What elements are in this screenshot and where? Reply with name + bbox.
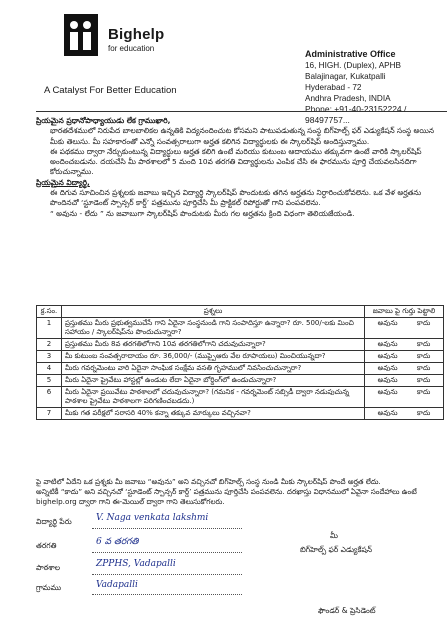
no-option[interactable]: కాదు [416, 376, 431, 384]
col-question-header: ప్రశ్నలు [62, 306, 365, 318]
signoff-yours: మీ [330, 531, 338, 540]
office-address [305, 49, 447, 126]
address-line-3: Hyderabad - 72 [305, 83, 362, 92]
row-question: ప్రస్తుతము మీరు ప్రభుత్వముచేసే గాని ఏదైనా సంస్థనుండి గాని సంపాదిస్తూ ఉన్నారా? రూ. 500/-లకు మించి సహాయం / స్కాలర్‌షిప్‌ను పొందుచున్నారా? [62, 318, 365, 339]
name-line [92, 528, 242, 529]
school-line [92, 574, 242, 575]
row-number: 7 [37, 408, 62, 420]
no-option[interactable]: కాదు [416, 319, 431, 327]
paragraph-2: ఈ పథకము ద్వారా నేర్చుకుంటున్న విద్యార్థులు అర్హత కలిగి ఉంటే మరియు కుటుంబ ఆదాయము తక్కువగా ఉంటే వారికి స్కాలర్‌షిప్ అందించబడును. దయచేసి మీ పాఠశాలలో 5 మంది 10వ తరగతి విద్యార్థులను ఎంపిక చేసి ఈ ఫారమును పూర్తి చేయవలసినదిగా కోరుచున్నాము. [50, 146, 422, 177]
village-label: గ్రామము [36, 583, 62, 592]
yes-option[interactable]: అవును [377, 376, 398, 384]
class-line [92, 552, 242, 553]
logo-icon [64, 14, 98, 56]
row-number: 1 [37, 318, 62, 339]
no-option[interactable]: కాదు [416, 340, 431, 348]
table-row [37, 318, 444, 339]
no-option[interactable]: కాదు [416, 352, 431, 360]
note-2: అన్నిటికీ “కాదు” అని వచ్చినచో ‘స్టూడెంట్ స్పాన్సర్ కార్డ్’ పత్రమును పూర్తిచేసి పంపవలెను. దరఖాస్తు విధానములో ఏవైనా సందేహాలు ఉంటే bighelp.org ద్వారా గాని ఈ-మెయిల్ ద్వారా గాని తెలుసుకోగలరు. [36, 487, 417, 506]
class-label: తరగతి [36, 541, 57, 550]
school-label: పాఠశాల [36, 563, 61, 572]
row-number: 4 [37, 363, 62, 375]
signoff-title: ఫౌండర్ & ప్రెసిడెంట్ [318, 606, 376, 615]
table-row [37, 408, 444, 420]
table-header-row [37, 306, 444, 318]
table-row [37, 339, 444, 351]
table-row [37, 363, 444, 375]
bighelp-logo [64, 12, 214, 62]
address-line-4: Andhra Pradesh, INDIA [305, 94, 391, 103]
row-question: మీరు ఏదైనా ప్రైవేటు హాస్టల్లో ఉండుట లేదా ఏదైనా బోర్డింగ్‌లో ఉండుచున్నారా? [62, 375, 365, 387]
paragraph-3: ఈ దిగువ సూచించిన ప్రశ్నలకు జవాబు ఇచ్చిన విద్యార్థి స్కాలర్‌షిప్ పొందుటకు తగిన అర్హతను నిర్ధారించుకోవలెను. ఒక వేళ అర్హతను పొందినచో ‘స్టూడెంట్ స్పాన్సర్ కార్డ్’ పత్రమును పూర్తిచేసి మీ ప్రాక్టికల్ రిపోర్టుతో గాని పంపవలెను. [50, 188, 422, 208]
yes-option[interactable]: అవును [377, 388, 398, 396]
class-value[interactable]: 6 వ తరగతి [96, 537, 139, 547]
no-option[interactable]: కాదు [416, 409, 431, 417]
phone-number: Phone: +91-40-23152224 / 98497757... [305, 104, 407, 125]
village-value[interactable]: Vadapalli [96, 580, 138, 590]
paragraph-4: “ అవును - లేదు ” ను జవాబుగా స్కాలర్‌షిప్ పొందుటకు మీరు గల అర్హతను క్రింది విధంగా తెలియజేయండి. [50, 208, 355, 218]
brand-name: Bighelp [108, 26, 165, 43]
row-number: 3 [37, 351, 62, 363]
row-number: 2 [37, 339, 62, 351]
yes-option[interactable]: అవును [377, 352, 398, 360]
yes-option[interactable]: అవును [377, 319, 398, 327]
row-answer [365, 375, 444, 387]
address-line-1: 16, HIGH. (Duplex), APHB [305, 61, 402, 70]
greeting: ప్రియమైన ప్రధానోపాధ్యాయుడు లేక గ్రాముఖారి, [36, 116, 171, 125]
no-option[interactable]: కాదు [416, 388, 431, 396]
yes-option[interactable]: అవును [377, 409, 398, 417]
yes-option[interactable]: అవును [377, 340, 398, 348]
row-question: ప్రస్తుతము మీరు 8వ తరగతిలోగాని 10వ తరగతిలోగాని చదువుచున్నారా? [62, 339, 365, 351]
table-row [37, 375, 444, 387]
row-number: 6 [37, 387, 62, 408]
row-number: 5 [37, 375, 62, 387]
address-line-2: Balajinagar, Kukatpalli [305, 72, 386, 81]
paragraph-1: భారతదేశములో నిరుపేద బాలబాలికల ఉన్నతికి విద్యనందించుట కోసమని పాటుపడుతున్న సంస్థ బిగ్‌హెల్ప్ ఫర్ ఎడ్యుకేషన్ సంస్థ అయిన మీకు తెలుసు. మీ సహకారంతో ఎన్నో సంవత్సరాలుగా అర్హత కలిగిన విద్యార్థులకు ఈ స్కాలర్‌షిప్ అందిస్తున్నాము. [50, 126, 435, 146]
table-row [37, 351, 444, 363]
signoff-organisation: బిగ్‌హెల్ప్ ఫర్ ఎడ్యుకేషన్ [300, 545, 373, 554]
row-question: మీరు గవర్నమెంటు వారి ఏదైనా సాంఘిక సంక్షేమ వసతి గృహములో నివసించుచున్నారా? [62, 363, 365, 375]
row-answer [365, 351, 444, 363]
row-answer [365, 408, 444, 420]
row-answer [365, 387, 444, 408]
yes-option[interactable]: అవును [377, 364, 398, 372]
village-line [92, 594, 242, 595]
header-divider [36, 111, 447, 112]
table-row [37, 387, 444, 408]
col-answer-header: జవాబు పై గుర్తు పెట్టాలి [365, 306, 444, 318]
school-value[interactable]: ZPPHS, Vadapalli [96, 559, 176, 569]
no-option[interactable]: కాదు [416, 364, 431, 372]
row-question: మీరు ఏదైనా ప్రయివేటు పాఠశాలలో చదువుచున్నారా? (గమనిక - గవర్నమెంట్ సబ్సిడీ ద్వారా నడుపుచున్న పాఠశాల ప్రైవేటు పాఠశాలగా పరిగణించబడదు.) [62, 387, 365, 408]
name-value[interactable]: V. Naga venkata lakshmi [96, 513, 209, 523]
row-question: మీ కుటుంబ సంవత్సరాదాయం రూ. 36,000/- (ముప్పైఆరు వేల రూపాయలు) మించియున్నదా? [62, 351, 365, 363]
office-title: Administrative Office [305, 49, 396, 59]
row-answer [365, 363, 444, 375]
col-number-header: క్ర.సం. [37, 306, 62, 318]
note-1: పై వాటిలో ఏదేని ఒక ప్రశ్నకు మీ జవాబు “అవును” అని వచ్చినచో బిగ్‌హెల్ప్ సంస్థ నుండి మీకు స్కాలర్‌షిప్ పొందే అర్హత లేదు. [36, 477, 381, 486]
tagline: A Catalyst For Better Education [44, 85, 177, 96]
brand-subtitle: for education [108, 44, 155, 53]
footer-notes [36, 477, 444, 507]
letter-body [36, 116, 444, 219]
row-answer [365, 318, 444, 339]
eligibility-table [36, 305, 444, 420]
row-question: మీకు గత పరీక్షలో సరాసరి 40% కన్నా తక్కువ మార్కులు వచ్చినవా? [62, 408, 365, 420]
row-answer [365, 339, 444, 351]
student-salutation: ప్రియమైన విద్యార్థి, [36, 177, 90, 187]
name-label: విద్యార్థి పేరు [36, 517, 72, 526]
